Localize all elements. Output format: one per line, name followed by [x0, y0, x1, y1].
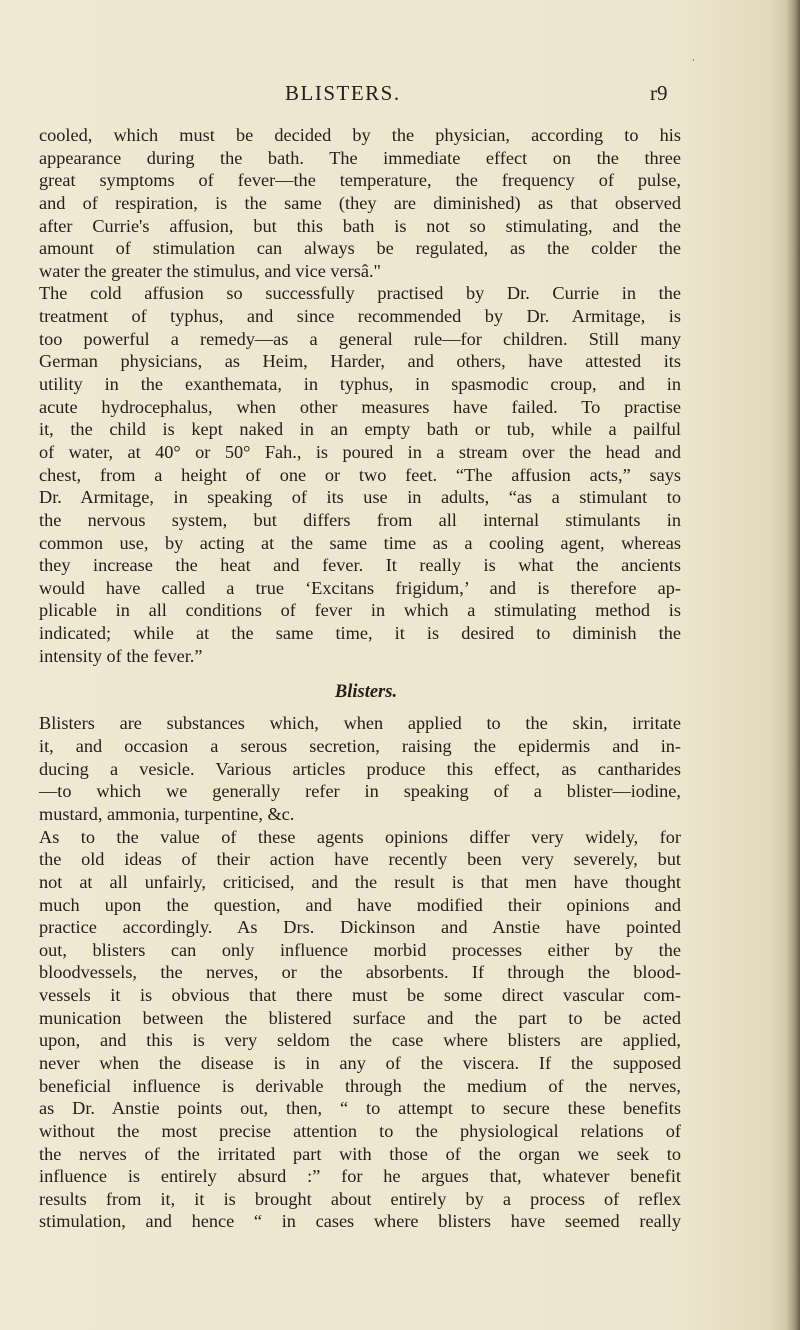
- text-line: plicable in all conditions of fever in which a stimulating method is: [39, 600, 681, 621]
- text-line: without the most precise attention to the physiological relations of: [39, 1120, 681, 1141]
- text-line: after Currie's affusion, but this bath is not so stimulating, and the: [39, 215, 681, 236]
- text-line: they increase the heat and fever. It really is what the ancients: [39, 555, 681, 576]
- text-line: munication between the blistered surface and the part to be acted: [39, 1007, 681, 1028]
- text-line: bloodvessels, the nerves, or the absorbents. If through the blood-: [39, 962, 681, 983]
- text-line: influence is entirely absurd :” for he argues that, whatever benefit: [39, 1166, 681, 1187]
- text-line: appearance during the bath. The immediate effect on the three: [39, 147, 681, 168]
- text-line: upon, and this is very seldom the case where blisters are applied,: [39, 1030, 681, 1051]
- text-line: cooled, which must be decided by the physician, according to his: [39, 125, 681, 145]
- text-line: the nervous system, but differs from all internal stimulants in: [39, 509, 681, 530]
- text-line: acute hydrocephalus, when other measures have failed. To practise: [39, 396, 681, 417]
- text-line: out, blisters can only influence morbid processes either by the: [39, 939, 681, 960]
- text-line: it, and occasion a serous secretion, raising the epidermis and in-: [39, 736, 681, 757]
- text-line: intensity of the fever.”: [39, 645, 203, 666]
- text-line: and of respiration, is the same (they are diminished) as that observed: [39, 192, 681, 213]
- paragraph-cold-affusion: [39, 282, 681, 667]
- text-line: water the greater the stimulus, and vice versâ.": [39, 260, 381, 281]
- paragraph-bath-effect: [39, 124, 681, 282]
- running-title: BLISTERS.: [285, 81, 401, 105]
- text-line: As to the value of these agents opinions differ very widely, for: [39, 826, 681, 847]
- text-line: of water, at 40° or 50° Fah., is poured in a stream over the head and: [39, 441, 681, 462]
- section-heading: Blisters.: [334, 682, 398, 703]
- text-line: stimulation, and hence “ in cases where blisters have seemed really: [39, 1211, 681, 1232]
- text-line: indicated; while at the same time, it is desired to diminish the: [39, 623, 681, 644]
- text-line: not at all unfairly, criticised, and the result is that men have thought: [39, 871, 681, 892]
- text-line: amount of stimulation can always be regulated, as the colder the: [39, 238, 681, 259]
- text-line: never when the disease is in any of the viscera. If the supposed: [39, 1052, 681, 1073]
- text-line: Blisters are substances which, when applied to the skin, irritate: [39, 713, 681, 734]
- page-body: [39, 124, 681, 1233]
- text-line: treatment of typhus, and since recommended by Dr. Armitage, is: [39, 306, 681, 327]
- text-line: The cold affusion so successfully practised by Dr. Currie in the: [39, 283, 681, 304]
- paragraph-blisters-value: [39, 826, 681, 1234]
- text-line: utility in the exanthemata, in typhus, in spasmodic croup, and in: [39, 374, 681, 395]
- text-line: as Dr. Anstie points out, then, “ to attempt to secure these benefits: [39, 1098, 681, 1119]
- text-line: common use, by acting at the same time as a cooling agent, whereas: [39, 532, 681, 553]
- text-line: results from it, it is brought about entirely by a process of reflex: [39, 1188, 681, 1209]
- text-line: vessels it is obvious that there must be some direct vascular com-: [39, 985, 681, 1006]
- text-line: practice accordingly. As Drs. Dickinson and Anstie have pointed: [39, 917, 681, 938]
- print-speck: ’: [692, 58, 695, 67]
- text-line: German physicians, as Heim, Harder, and others, have attested its: [39, 351, 681, 372]
- page-edge-shadow: [786, 0, 800, 1330]
- text-line: too powerful a remedy—as a general rule—for children. Still many: [39, 328, 681, 349]
- text-line: great symptoms of fever—the temperature, the frequency of pulse,: [39, 170, 681, 191]
- text-line: the old ideas of their action have recently been very severely, but: [39, 849, 681, 870]
- paragraph-blisters-definition: [39, 712, 681, 825]
- running-header: [0, 81, 800, 111]
- text-line: beneficial influence is derivable through the medium of the nerves,: [39, 1075, 681, 1096]
- text-line: chest, from a height of one or two feet. “The affusion acts,” says: [39, 464, 681, 485]
- text-line: would have called a true ‘Excitans frigidum,’ and is therefore ap-: [39, 577, 681, 598]
- text-line: ducing a vesicle. Various articles produce this effect, as cantharides: [39, 758, 681, 779]
- text-line: mustard, ammonia, turpentine, &c.: [39, 803, 295, 824]
- text-line: much upon the question, and have modified their opinions and: [39, 894, 681, 915]
- text-line: it, the child is kept naked in an empty bath or tub, while a pailful: [39, 419, 681, 440]
- page-number: r9: [650, 81, 668, 105]
- text-line: Dr. Armitage, in speaking of its use in adults, “as a stimulant to: [39, 487, 681, 508]
- text-line: the nerves of the irritated part with those of the organ we seek to: [39, 1143, 681, 1164]
- text-line: —to which we generally refer in speaking of a blister—iodine,: [39, 781, 681, 802]
